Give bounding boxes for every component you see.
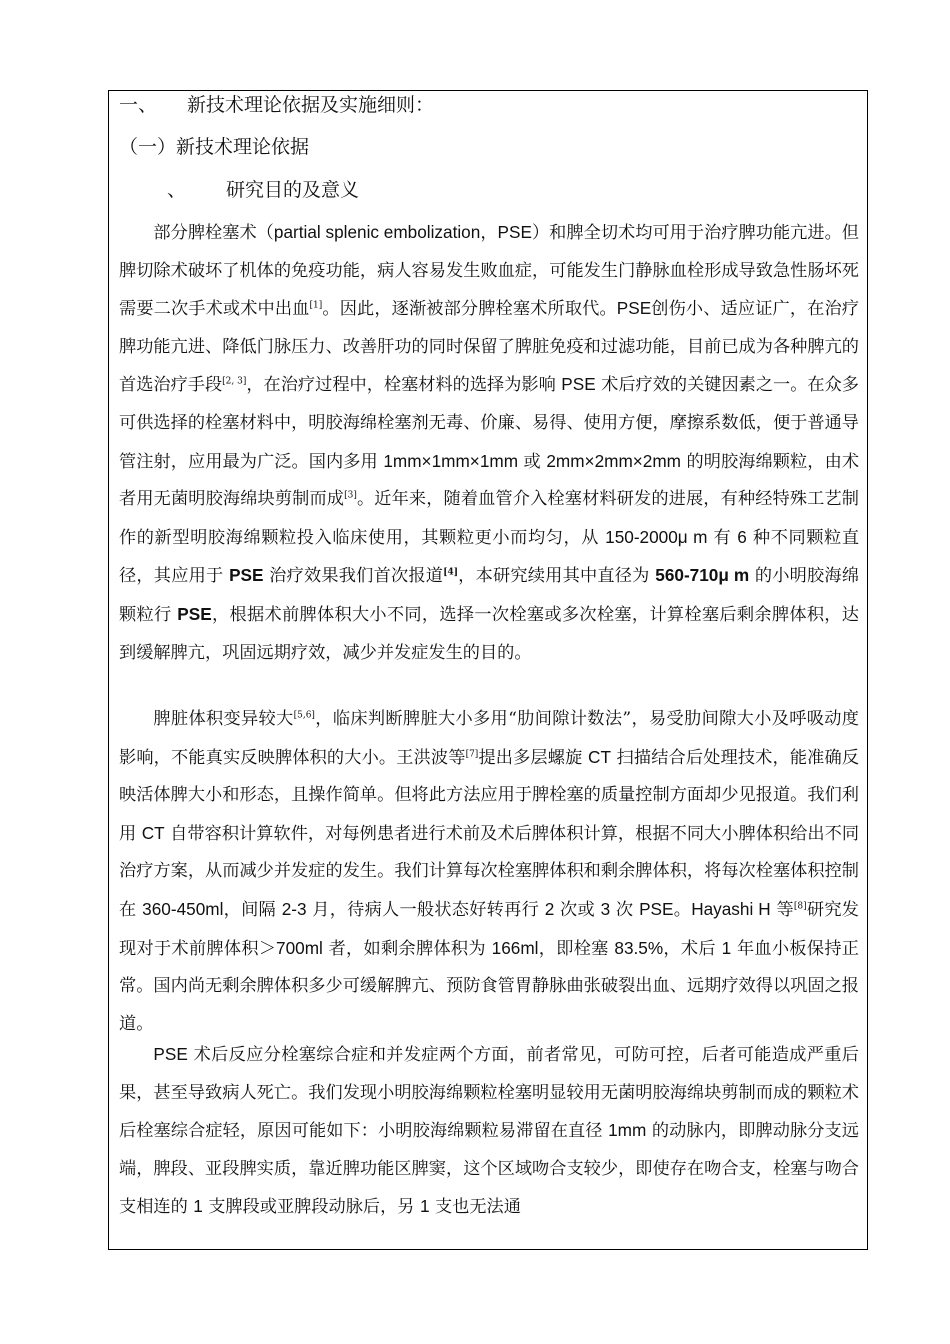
paragraph-3: PSE 术后反应分栓塞综合症和并发症两个方面，前者常见，可防可控，后者可能造成严重后果，甚至导致病人死亡。我们发现小明胶海绵颗粒栓塞明显较用无菌明胶海绵块剪制而成的颗粒术后栓塞综合症轻，原因可能如下：小明胶海绵颗粒易滞留在直径 1mm 的动脉内，即脾动脉分支远端，脾段、亚段脾实质，靠近脾功能区脾窦，这个区域吻合支较少，即使存在吻合支，栓塞与吻合支相连的 1 支脾段或亚脾段动脉后，另 1 支也无法通: [119, 1044, 859, 1218]
paragraph-2: 脾脏体积变异较大[5,6]，临床判断脾脏大小多用“肋间隙计数法”，易受肋间隙大小及呼吸动度影响，不能真实反映脾体积的大小。王洪波等[7]提出多层螺旋 CT 扫描结合后处理技术，能准确反映活体脾大小和形态，且操作简单。但将此方法应用于脾栓塞的质量控制方面却少见报道。我们利用 CT 自带容积计算软件，对每例患者进行术前及术后脾体积计算，根据不同大小脾体积给出不同治疗方案，从而减少并发症的发生。我们计算每次栓塞脾体积和剩余脾体积，将每次栓塞体积控制在 360-450ml，间隔 2-3 月，待病人一般状态好转再行 2 次或 3 次 PSE。Hayashi H 等[8]研究发现对于术前脾体积＞700ml 者，如剩余脾体积为 166ml，即栓塞 83.5%，术后 1 年血小板保持正常。国内尚无剩余脾体积多少可缓解脾亢、预防食管胃静脉曲张破裂出血、远期疗效得以巩固之报道。: [119, 709, 860, 1034]
section-number: 一、: [119, 94, 158, 116]
citation-2-3: [2, 3]: [222, 376, 247, 387]
subsection-heading: （一）新技术理论依据: [119, 136, 310, 158]
subsubsection-heading: [167, 178, 359, 202]
section-title: 新技术理论依据及实施细则：: [187, 94, 435, 116]
citation-1: [1]: [309, 300, 323, 311]
citation-3: [3]: [344, 490, 357, 501]
citation-7: [7]: [465, 748, 479, 759]
citation-8: [8]: [793, 901, 807, 912]
subsubsection-number: 、: [167, 179, 187, 201]
paragraph-1: 部分脾栓塞术（partial splenic embolization，PSE）和脾全切术均可用于治疗脾功能亢进。但脾切除术破坏了机体的免疫功能，病人容易发生败血症，可能发生门静脉血栓形成导致急性肠坏死需要二次手术或术中出血[1]。因此，逐渐被部分脾栓塞术所取代。PSE创伤小、适应证广，在治疗脾功能亢进、降低门脉压力、改善肝功的同时保留了脾脏免疫和过滤功能，目前已成为各种脾亢的首选治疗手段[2, 3]，在治疗过程中，栓塞材料的选择为影响 PSE 术后疗效的关键因素之一。在众多可供选择的栓塞材料中，明胶海绵栓塞剂无毒、价廉、易得、使用方便，摩擦系数低，便于普通导管注射，应用最为广泛。国内多用 1mm×1mm×1mm 或 2mm×2mm×2mm 的明胶海绵颗粒，由术者用无菌明胶海绵块剪制而成[3]。近年来，随着血管介入栓塞材料研发的进展，有种经特殊工艺制作的新型明胶海绵颗粒投入临床使用，其颗粒更小而均匀，从 150-2000μ m 有 6 种不同颗粒直径，其应用于 PSE 治疗效果我们首次报道[4]，本研究续用其中直径为 560-710μ m 的小明胶海绵颗粒行 PSE，根据术前脾体积大小不同，选择一次栓塞或多次栓塞，计算栓塞后剩余脾体积，达到缓解脾亢，巩固远期疗效，减少并发症发生的目的。: [119, 222, 860, 663]
citation-4: [4]: [443, 567, 458, 578]
citation-5-6: [5,6]: [293, 710, 315, 721]
document-frame: [108, 90, 868, 1250]
section-heading-1: [119, 93, 434, 117]
subsubsection-title: 研究目的及意义: [226, 179, 360, 201]
